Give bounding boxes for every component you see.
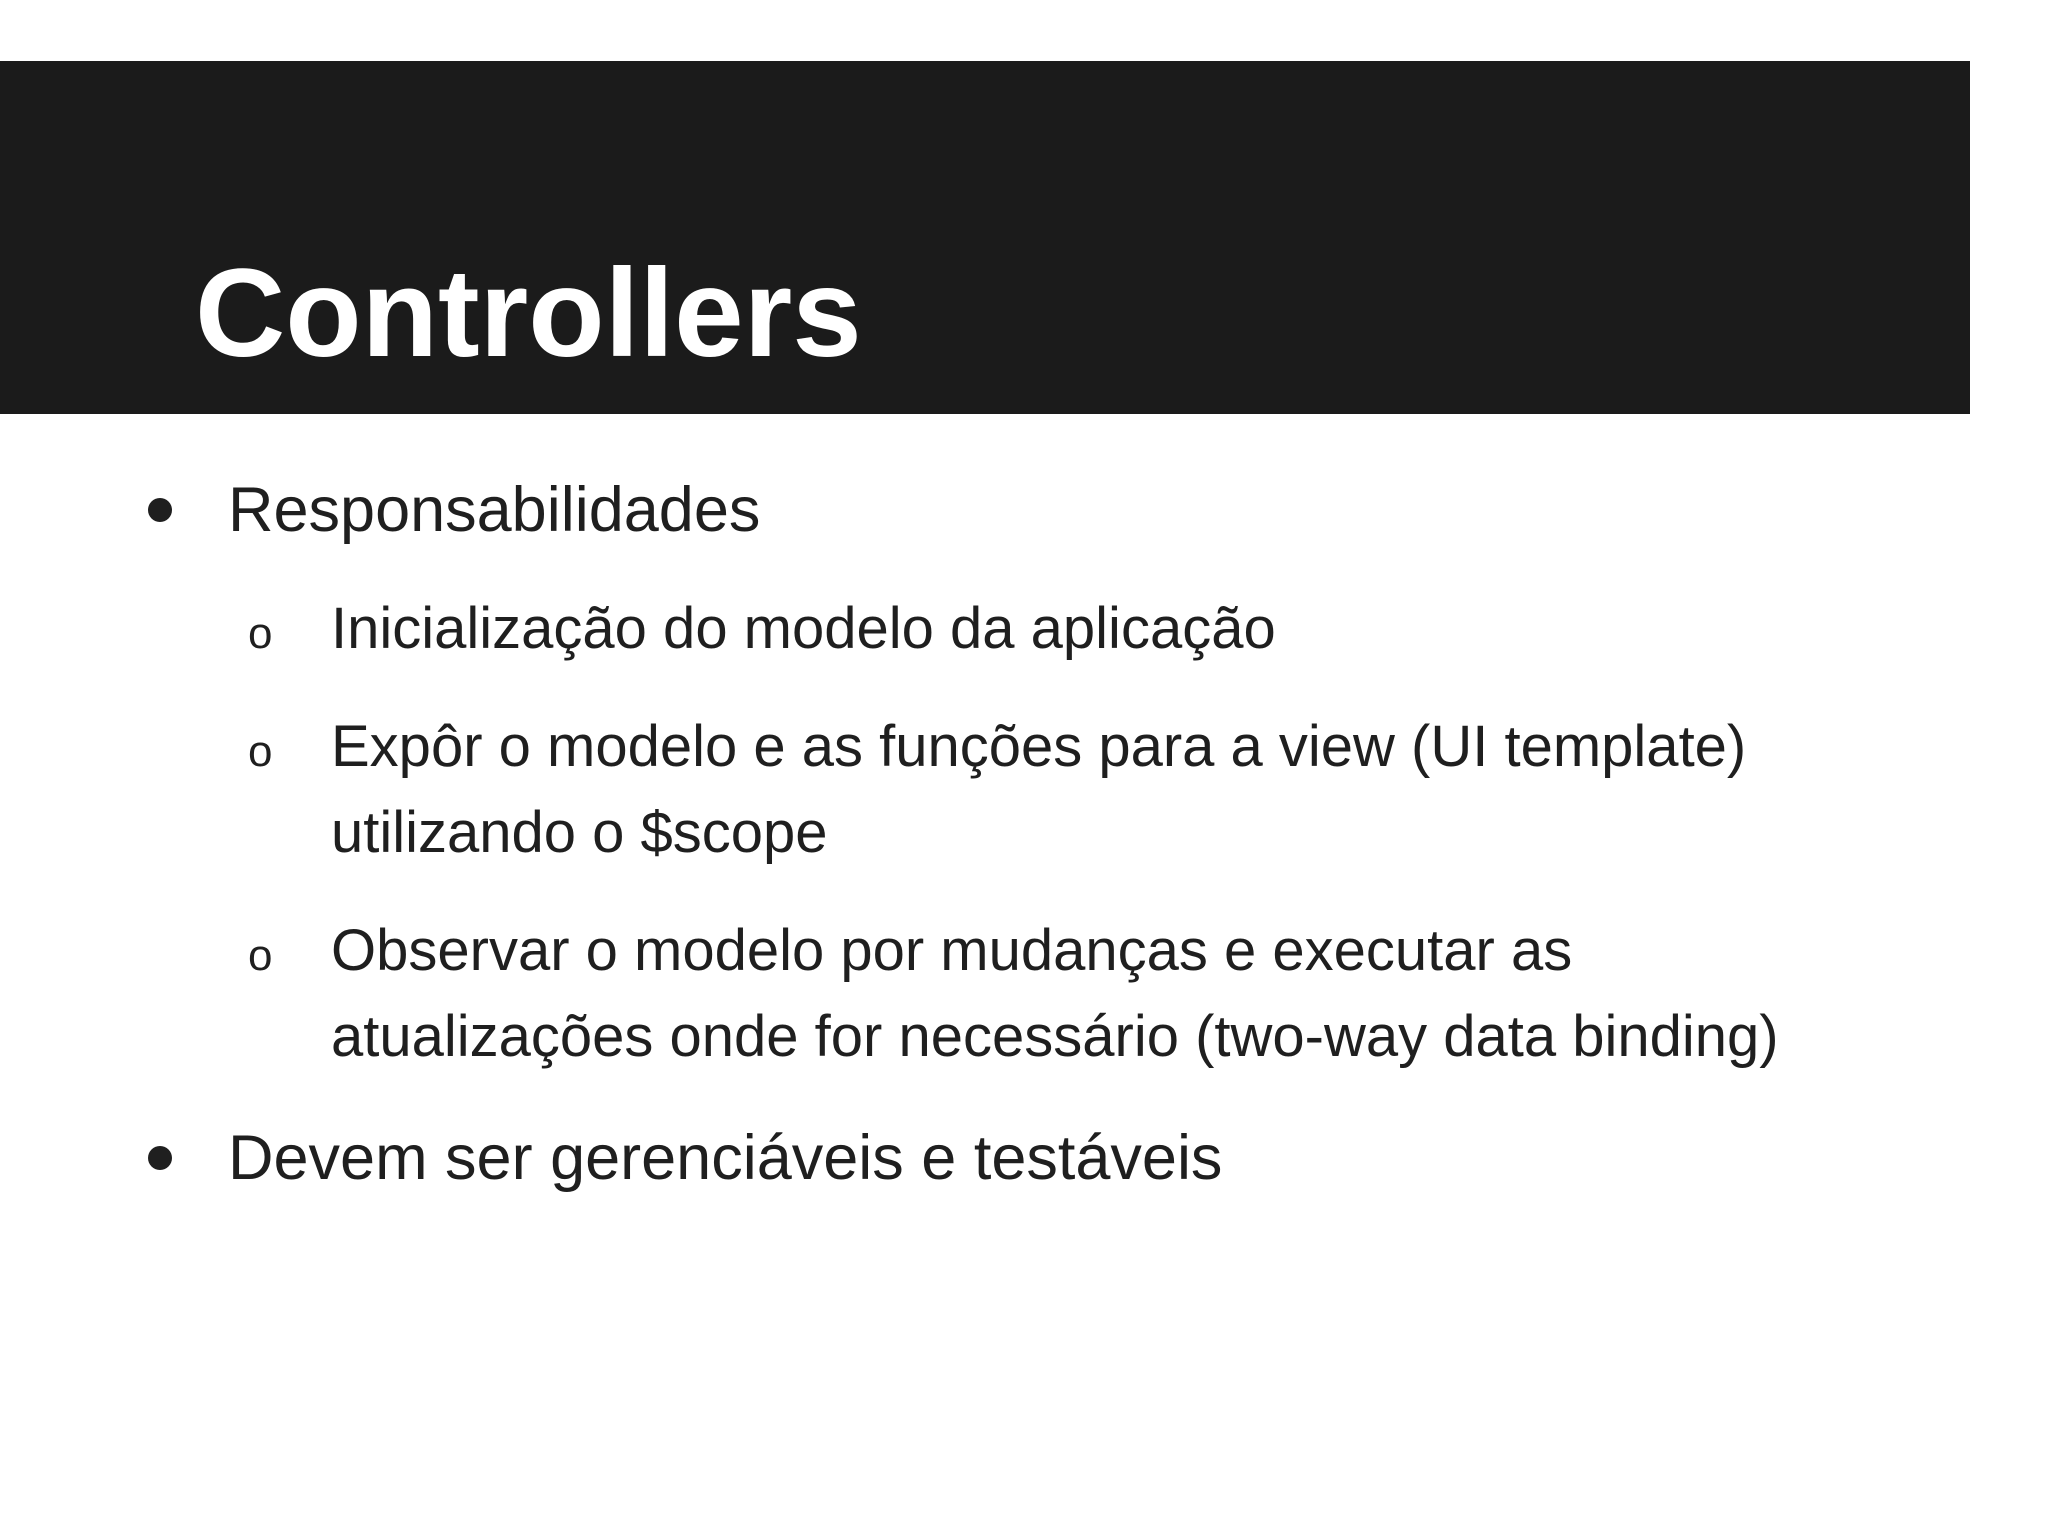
bullet-text: Responsabilidades — [228, 475, 761, 545]
sub-bullet-line: atualizações onde for necessário (two-way data binding) — [331, 1004, 1779, 1069]
bullet-circle-icon: o — [248, 727, 273, 776]
bullet-circle-icon: o — [248, 609, 273, 658]
sub-bullet-line: Observar o modelo por mudanças e executar as — [331, 918, 1573, 983]
slide-title: Controllers — [195, 244, 862, 383]
bullet-text: Devem ser gerenciáveis e testáveis — [228, 1123, 1223, 1193]
bullet-disc-icon — [148, 1146, 172, 1170]
bullet-disc-icon — [148, 498, 172, 522]
sub-bullet-line: utilizando o $scope — [331, 800, 828, 865]
bullet-circle-icon: o — [248, 931, 273, 980]
sub-bullet-line: Expôr o modelo e as funções para a view (UI template) — [331, 714, 1747, 779]
sub-bullet-line: Inicialização do modelo da aplicação — [331, 596, 1276, 661]
